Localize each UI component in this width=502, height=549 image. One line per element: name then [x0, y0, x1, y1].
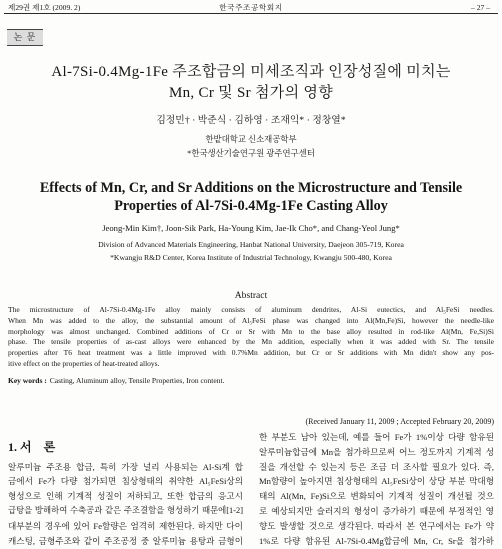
authors-korean — [16, 114, 486, 128]
authors-english — [8, 222, 494, 234]
affiliations-english — [8, 238, 494, 264]
abstract-heading-text: Abstract — [234, 290, 268, 301]
authors-korean-line: 김정민† · 박준식 · 김하영 · 조재익* · 정창열* — [156, 115, 346, 126]
title-korean-line: Al-7Si-0.4Mg-1Fe 주조합금의 미세조직과 인장성질에 미치는 — [51, 64, 451, 80]
affiliation-korean-line: 한밭대학교 신소재공학부 — [205, 135, 297, 144]
body-line: 금에서 Fe가 다량 첨가되면 침상형태의 취약한 Al₅FeSi상의 — [8, 476, 243, 487]
header-volume-issue: 제29권 제1호 (2009. 2) — [8, 3, 81, 12]
received-dates-text: (Received January 11, 2009 ; Accepted February 20, 2009) — [305, 417, 494, 426]
body-line: 알루미늄합금에 Mn을 첨가하므로써 어느 정도까지 기계적 성 — [259, 446, 494, 457]
header-rule — [4, 13, 498, 14]
body-line: 질을 개선할 수 있는지 등은 조금 더 조사할 필요가 있다. 즉, — [259, 461, 494, 472]
title-korean — [16, 62, 486, 104]
body-line: 1%로 다량 함유된 Al-7Si-0.4Mg합금에 Mn, Cr, Sr을 첨가하 — [259, 535, 494, 546]
title-english-line: Properties of Al-7Si-0.4Mg-1Fe Casting Alloy — [114, 198, 388, 214]
keywords-text: Casting, Aluminum alloy, Tensile Properties, Iron content. — [49, 376, 225, 385]
affiliation-korean-line: *한국생산기술연구원 광주연구센터 — [187, 149, 315, 158]
abstract-heading — [8, 289, 494, 302]
affiliation-english-line: *Kwangju R&D Center, Korea Institute of Industrial Technology, Kwangju 500-480, Korea — [110, 253, 392, 262]
article-type-label: 논 문 — [7, 29, 43, 46]
body-line: 향도 발생할 것으로 생각된다. 따라서 본 연구에서는 Fe가 약 — [259, 520, 494, 531]
abstract-line: phase. The tensile properties of as-cast alloys were enhanced by the Mn addition, especially when it was added with Sr. The tensile — [8, 337, 494, 347]
keywords-label: Key words : — [8, 376, 47, 385]
title-korean-line: Mn, Cr 및 Sr 첨가의 영향 — [168, 85, 333, 101]
received-dates — [8, 416, 494, 428]
affiliations-korean — [16, 133, 486, 161]
header-journal-name: 한국주조공학회지 — [219, 3, 283, 12]
header-page-number: – 27 – — [471, 3, 490, 12]
title-english — [8, 179, 494, 215]
abstract-body — [8, 305, 494, 370]
body-line: 로 예상되지만 슬러지의 형성이 증가하기 때문에 부정적인 영 — [259, 505, 494, 516]
body-line: 대부분의 경우에 있어 Fe함량은 엄격히 제한된다. 하지만 다이 — [8, 520, 243, 531]
body-line: Mn함량이 높아지면 침상형태의 Al₅FeSi상이 상당 부분 막대형 — [259, 476, 494, 487]
keywords — [8, 375, 494, 387]
abstract-line: itive effect on the properties of heat-treated alloys. — [8, 358, 160, 368]
body-line: 급탕을 방해하여 수축공과 같은 주조결함을 형성하기 때문에[1-2] — [8, 505, 243, 515]
running-header — [8, 2, 494, 13]
affiliation-english-line: Division of Advanced Materials Engineering, Hanbat National University, Daejeon 305-719, Korea — [98, 240, 404, 249]
abstract-line: The microstructure of Al-7Si-0.4Mg-1Fe alloy mainly consists of aluminum dendrites, Al-Si eutectics, and Al₅FeSi needles. — [8, 305, 494, 314]
title-english-line: Effects of Mn, Cr, and Sr Additions on the Microstructure and Tensile — [39, 180, 463, 196]
body-column-right — [259, 430, 494, 548]
body-line: 형성으로 인해 기계적 성질이 저하되고, 또한 합금의 응고시 — [8, 491, 243, 502]
body-line: 한 부분도 남아 있는데, 예를 들어 Fe가 1%이상 다량 함유된 — [259, 432, 494, 442]
abstract-line: morphology was almost unchanged. Combined additions of Cr or Sr with Mn to the base alloy resulted in rod-like Al(Mn, Fe,Si)Si — [8, 326, 494, 336]
body-line: 태의 Al(Mn, Fe)Si으로 변화되어 기계적 성질이 개선될 것으 — [259, 491, 494, 502]
authors-english-line: Jeong-Min Kim†, Joon-Sik Park, Ha-Young Kim, Jae-Ik Cho*, and Chang-Yeol Jung* — [102, 223, 400, 233]
abstract-line: properties after T6 heat treatment was a little improved with 0.7%Mn addition, but Cr or Sr additions with Mn didn't show any pos- — [8, 348, 494, 358]
abstract-line: When Mn was added to the alloy, the substantial amount of Al₅FeSi phase was changed into Al(Mn,Fe)Si, however the needle-like — [8, 315, 494, 325]
body-line: 캐스팅, 금형주조와 같이 주조공정 중 알루미늄 용탕과 금형이 — [8, 535, 243, 546]
body-line: 알루미늄 주조용 합금, 특히 가장 널리 사용되는 Al-Si계 합 — [8, 461, 243, 472]
section-heading-text: 1. 서 론 — [8, 440, 56, 454]
body-column-left — [8, 460, 243, 549]
keywords-line — [8, 375, 494, 387]
section-heading-introduction — [8, 440, 243, 455]
